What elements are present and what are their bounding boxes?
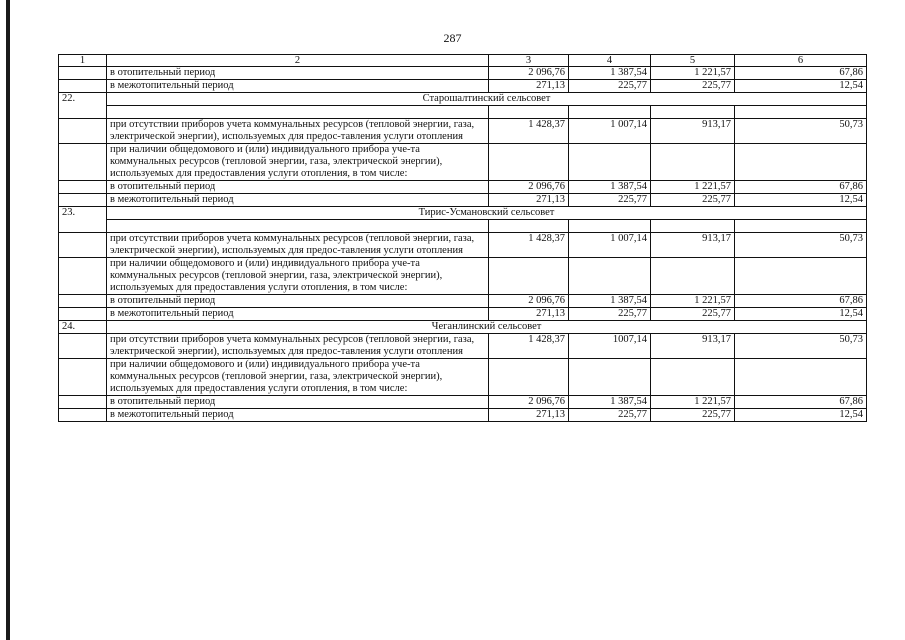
value-cell: 1 428,37 bbox=[489, 119, 569, 144]
tariff-table bbox=[58, 54, 867, 422]
row-no-cell bbox=[59, 194, 107, 207]
value-cell: 1 387,54 bbox=[569, 295, 651, 308]
value-cell: 913,17 bbox=[651, 233, 735, 258]
spacer-cell bbox=[569, 106, 651, 119]
value-cell bbox=[489, 144, 569, 181]
value-cell: 50,73 bbox=[735, 233, 867, 258]
value-cell: 1 221,57 bbox=[651, 396, 735, 409]
table-row bbox=[59, 144, 867, 181]
value-cell: 1 428,37 bbox=[489, 334, 569, 359]
column-header: 3 bbox=[489, 55, 569, 67]
table-row bbox=[59, 194, 867, 207]
value-cell: 67,86 bbox=[735, 396, 867, 409]
value-cell bbox=[735, 258, 867, 295]
table-row bbox=[59, 308, 867, 321]
section-number: 23. bbox=[59, 207, 107, 233]
value-cell: 67,86 bbox=[735, 181, 867, 194]
section-number: 24. bbox=[59, 321, 107, 334]
section-spacer-row bbox=[59, 106, 867, 119]
table-row bbox=[59, 359, 867, 396]
value-cell: 271,13 bbox=[489, 409, 569, 422]
scan-edge-bar bbox=[6, 0, 10, 640]
value-cell: 12,54 bbox=[735, 194, 867, 207]
table-row bbox=[59, 67, 867, 80]
value-cell bbox=[569, 359, 651, 396]
table-row bbox=[59, 233, 867, 258]
value-cell bbox=[651, 144, 735, 181]
section-header-row bbox=[59, 207, 867, 220]
row-label: в отопительный период bbox=[107, 396, 489, 409]
spacer-cell bbox=[107, 220, 489, 233]
row-label: при отсутствии приборов учета коммунальных ресурсов (тепловой энергии, газа, электрической энергии), используемых для предос-тавления услуги отопления bbox=[107, 334, 489, 359]
value-cell: 1 221,57 bbox=[651, 295, 735, 308]
value-cell: 1 387,54 bbox=[569, 67, 651, 80]
value-cell: 225,77 bbox=[651, 80, 735, 93]
value-cell: 1 387,54 bbox=[569, 396, 651, 409]
value-cell: 12,54 bbox=[735, 409, 867, 422]
value-cell bbox=[489, 258, 569, 295]
value-cell bbox=[489, 359, 569, 396]
section-number: 22. bbox=[59, 93, 107, 119]
row-label: в отопительный период bbox=[107, 295, 489, 308]
row-no-cell bbox=[59, 295, 107, 308]
row-no-cell bbox=[59, 258, 107, 295]
row-label: при наличии общедомового и (или) индивидуального прибора уче-та коммунальных ресурсов (тепловой энергии, газа, электрической энергии), используемых для предоставления услуги отопления, в том числе: bbox=[107, 359, 489, 396]
table-row bbox=[59, 80, 867, 93]
section-header-row bbox=[59, 321, 867, 334]
value-cell: 225,77 bbox=[569, 80, 651, 93]
row-label: в межотопительный период bbox=[107, 194, 489, 207]
value-cell bbox=[651, 258, 735, 295]
table-row bbox=[59, 119, 867, 144]
value-cell: 2 096,76 bbox=[489, 181, 569, 194]
value-cell bbox=[735, 359, 867, 396]
row-label: в межотопительный период bbox=[107, 308, 489, 321]
row-label: в межотопительный период bbox=[107, 80, 489, 93]
row-no-cell bbox=[59, 181, 107, 194]
value-cell: 271,13 bbox=[489, 194, 569, 207]
value-cell: 50,73 bbox=[735, 119, 867, 144]
spacer-cell bbox=[735, 106, 867, 119]
page-number: 287 bbox=[443, 31, 462, 45]
column-header: 4 bbox=[569, 55, 651, 67]
section-name: Старошалтинский сельсовет bbox=[107, 93, 867, 106]
table-row bbox=[59, 258, 867, 295]
value-cell: 225,77 bbox=[651, 409, 735, 422]
column-header: 2 bbox=[107, 55, 489, 67]
spacer-cell bbox=[489, 106, 569, 119]
row-no-cell bbox=[59, 144, 107, 181]
spacer-cell bbox=[735, 220, 867, 233]
row-no-cell bbox=[59, 119, 107, 144]
row-no-cell bbox=[59, 67, 107, 80]
value-cell: 1 221,57 bbox=[651, 181, 735, 194]
row-label: при наличии общедомового и (или) индивидуального прибора уче-та коммунальных ресурсов (тепловой энергии, газа, электрической энергии), используемых для предоставления услуги отопления, в том числе: bbox=[107, 258, 489, 295]
spacer-cell bbox=[651, 106, 735, 119]
section-name: Тирис-Усмановский сельсовет bbox=[107, 207, 867, 220]
row-label: в межотопительный период bbox=[107, 409, 489, 422]
row-no-cell bbox=[59, 396, 107, 409]
value-cell: 271,13 bbox=[489, 308, 569, 321]
column-header: 5 bbox=[651, 55, 735, 67]
row-no-cell bbox=[59, 334, 107, 359]
value-cell: 1 007,14 bbox=[569, 233, 651, 258]
spacer-cell bbox=[107, 106, 489, 119]
value-cell: 1 428,37 bbox=[489, 233, 569, 258]
spacer-cell bbox=[489, 220, 569, 233]
spacer-cell bbox=[651, 220, 735, 233]
value-cell: 12,54 bbox=[735, 308, 867, 321]
row-no-cell bbox=[59, 80, 107, 93]
section-name: Чеганлинский сельсовет bbox=[107, 321, 867, 334]
row-label: при отсутствии приборов учета коммунальных ресурсов (тепловой энергии, газа, электрической энергии), используемых для предос-тавления услуги отопления bbox=[107, 233, 489, 258]
value-cell: 913,17 bbox=[651, 119, 735, 144]
value-cell: 1007,14 bbox=[569, 334, 651, 359]
table-row bbox=[59, 334, 867, 359]
table-row bbox=[59, 396, 867, 409]
value-cell: 225,77 bbox=[569, 194, 651, 207]
value-cell: 225,77 bbox=[569, 409, 651, 422]
row-label: при отсутствии приборов учета коммунальных ресурсов (тепловой энергии, газа, электрической энергии), используемых для предос-тавления услуги отопления bbox=[107, 119, 489, 144]
row-label: при наличии общедомового и (или) индивидуального прибора уче-та коммунальных ресурсов (тепловой энергии, газа, электрической энергии), используемых для предоставления услуги отопления, в том числе: bbox=[107, 144, 489, 181]
row-label: в отопительный период bbox=[107, 67, 489, 80]
row-label: в отопительный период bbox=[107, 181, 489, 194]
table-row bbox=[59, 181, 867, 194]
column-number-row bbox=[59, 55, 867, 67]
value-cell: 225,77 bbox=[569, 308, 651, 321]
value-cell: 225,77 bbox=[651, 194, 735, 207]
value-cell bbox=[569, 144, 651, 181]
value-cell: 2 096,76 bbox=[489, 396, 569, 409]
value-cell bbox=[651, 359, 735, 396]
value-cell: 913,17 bbox=[651, 334, 735, 359]
value-cell: 225,77 bbox=[651, 308, 735, 321]
section-spacer-row bbox=[59, 220, 867, 233]
value-cell: 2 096,76 bbox=[489, 295, 569, 308]
value-cell: 1 007,14 bbox=[569, 119, 651, 144]
row-no-cell bbox=[59, 409, 107, 422]
column-header: 6 bbox=[735, 55, 867, 67]
value-cell: 50,73 bbox=[735, 334, 867, 359]
value-cell: 67,86 bbox=[735, 67, 867, 80]
value-cell: 1 387,54 bbox=[569, 181, 651, 194]
table-row bbox=[59, 409, 867, 422]
spacer-cell bbox=[569, 220, 651, 233]
value-cell: 12,54 bbox=[735, 80, 867, 93]
row-no-cell bbox=[59, 233, 107, 258]
value-cell: 1 221,57 bbox=[651, 67, 735, 80]
column-header: 1 bbox=[59, 55, 107, 67]
value-cell bbox=[569, 258, 651, 295]
section-header-row bbox=[59, 93, 867, 106]
value-cell: 67,86 bbox=[735, 295, 867, 308]
table-row bbox=[59, 295, 867, 308]
row-no-cell bbox=[59, 308, 107, 321]
value-cell: 2 096,76 bbox=[489, 67, 569, 80]
value-cell: 271,13 bbox=[489, 80, 569, 93]
value-cell bbox=[735, 144, 867, 181]
row-no-cell bbox=[59, 359, 107, 396]
